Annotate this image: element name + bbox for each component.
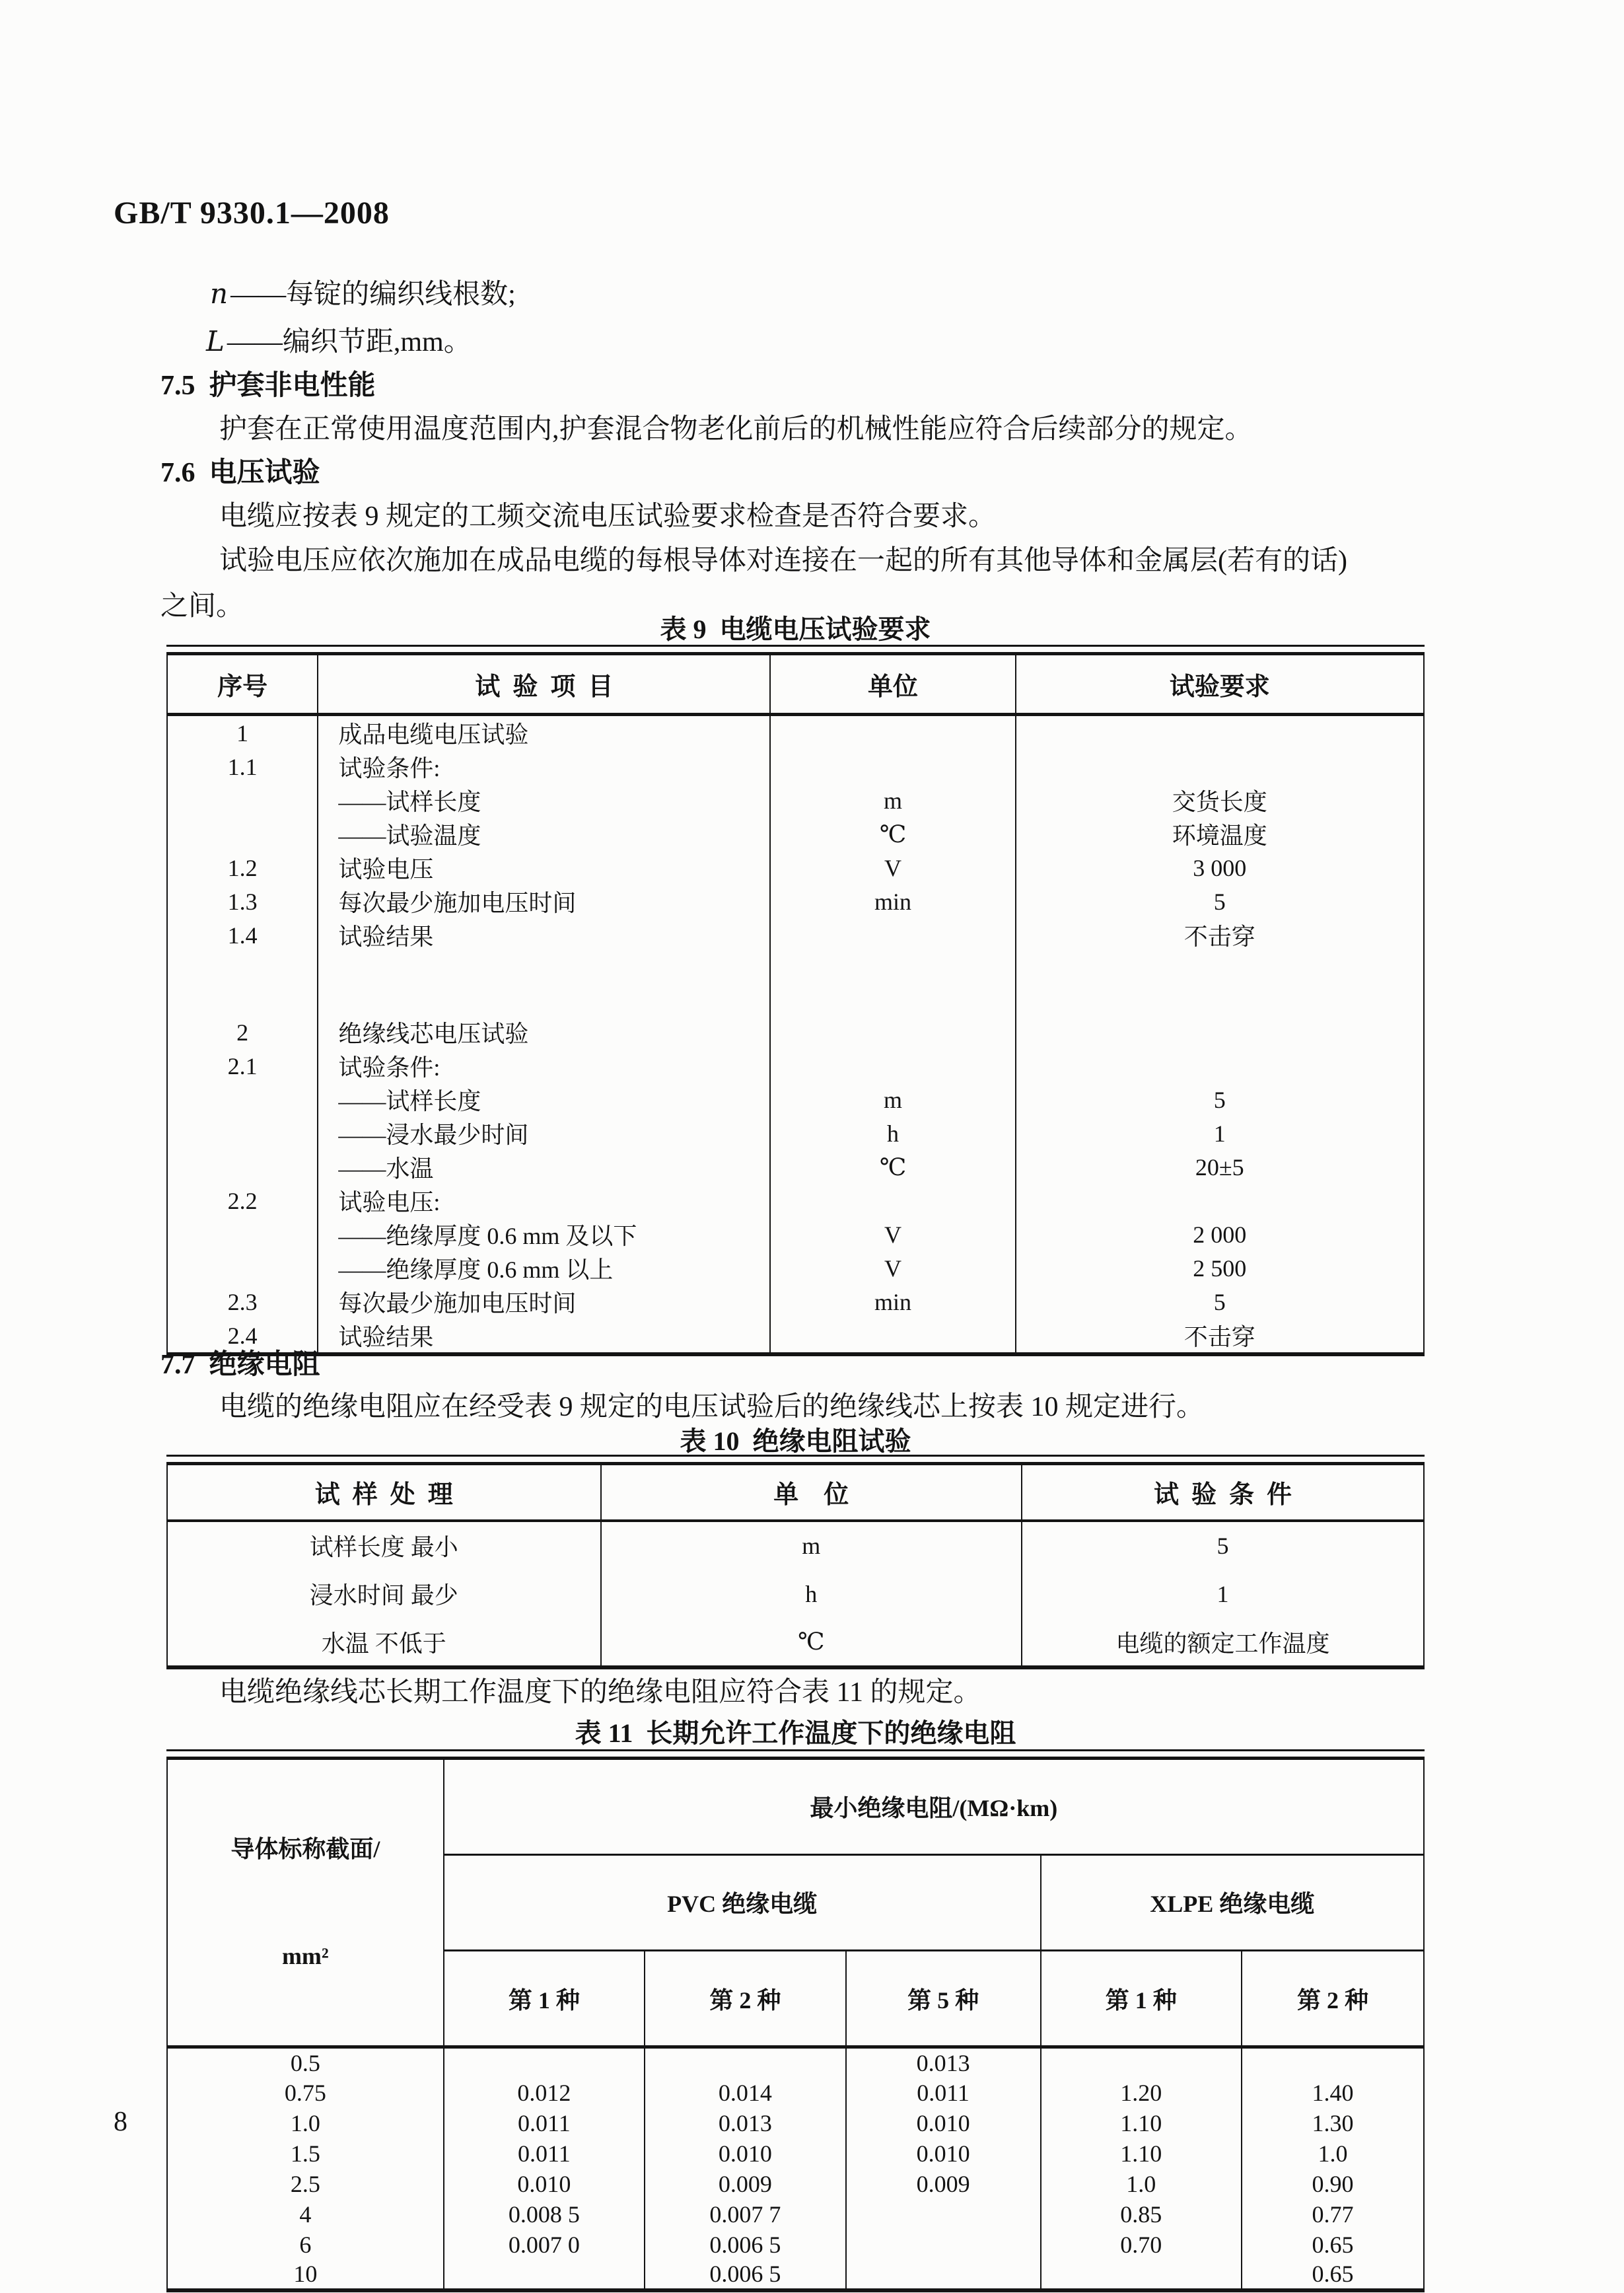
- table10-head: [167, 1464, 1424, 1521]
- cell-value: 0.014: [645, 2078, 845, 2108]
- cell-item: ——试样长度: [318, 783, 770, 817]
- cell-value: 1.10: [1041, 2138, 1242, 2169]
- cell-item: 每次最少施加电压时间: [318, 885, 770, 918]
- table9-col-unit: 单位: [770, 654, 1015, 715]
- cell-unit: [770, 715, 1015, 750]
- cell-seq: 2.3: [227, 1288, 258, 1315]
- cell-unit: ℃: [770, 1150, 1015, 1184]
- cell-item: 试验电压:: [318, 1184, 770, 1218]
- cell-req: 5: [1016, 885, 1424, 918]
- cell-condition: 1: [1022, 1570, 1424, 1619]
- table10-header-row: [167, 1464, 1424, 1521]
- definition-n: [210, 272, 516, 312]
- cell-size: 4: [299, 2201, 312, 2228]
- cell-seq: [167, 1218, 318, 1251]
- cell-seq: 1.4: [227, 922, 258, 949]
- definition-L-text: ——编织节距,mm。: [227, 327, 472, 357]
- cell-req: [1016, 750, 1424, 783]
- cell-req: 20±5: [1016, 1150, 1424, 1184]
- cell-value: 1.20: [1041, 2078, 1242, 2108]
- cell-unit: [770, 918, 1015, 952]
- cell-item: 绝缘线芯电压试验: [318, 1015, 770, 1049]
- cell-seq: 1.1: [227, 753, 258, 780]
- cell-value: [645, 2047, 845, 2078]
- definition-n-symbol: n: [210, 277, 229, 310]
- cell-unit: min: [770, 1285, 1015, 1319]
- table-row: [167, 1251, 1424, 1285]
- cell-unit: [770, 1049, 1015, 1083]
- table-row: [167, 1319, 1424, 1354]
- cell-treatment: 试样长度 最小: [309, 1534, 458, 1560]
- cell-size: 6: [299, 2231, 312, 2258]
- cell-value: 0.008 5: [444, 2199, 645, 2230]
- table-row: [167, 1619, 1424, 1667]
- table-row: [167, 2108, 1424, 2138]
- cell-value: 0.90: [1242, 2169, 1424, 2199]
- table-row: [167, 783, 1424, 817]
- cell-value: 0.013: [645, 2108, 845, 2138]
- table-row: [167, 817, 1424, 851]
- cell-seq: [167, 1150, 318, 1184]
- cell-value: 0.011: [846, 2078, 1041, 2108]
- cell-unit: V: [770, 1218, 1015, 1251]
- cell-value: 0.011: [444, 2138, 645, 2169]
- cell-unit: m: [770, 1083, 1015, 1116]
- cell-item: 试验电压: [318, 851, 770, 885]
- cell-seq: [167, 1116, 318, 1150]
- cell-value: 0.007 7: [645, 2199, 845, 2230]
- cell-seq: 2: [236, 1019, 249, 1046]
- table11-group-pvc: PVC 绝缘电缆: [444, 1854, 1041, 1951]
- cell-value: [444, 2047, 645, 2078]
- cell-unit: min: [770, 885, 1015, 918]
- cell-value: 0.011: [444, 2108, 645, 2138]
- cell-req: 环境温度: [1016, 817, 1424, 851]
- table-row: [167, 1218, 1424, 1251]
- section-7-7-paragraph-2: 电缆绝缘线芯长期工作温度下的绝缘电阻应符合表 11 的规定。: [219, 1677, 981, 1708]
- table9-body: [167, 715, 1424, 1355]
- cell-value: 0.010: [444, 2169, 645, 2199]
- cell-value: 0.013: [846, 2047, 1041, 2078]
- table11-col-cross-section: [167, 1759, 444, 2047]
- table11-body: [167, 2047, 1424, 2290]
- table9-col-req: 试验要求: [1016, 654, 1424, 715]
- definition-n-text: ——每锭的编织线根数;: [230, 279, 516, 310]
- cell-value: 1.40: [1242, 2078, 1424, 2108]
- cell-value: 0.009: [645, 2169, 845, 2199]
- table-row: [167, 2199, 1424, 2230]
- cell-value: 0.010: [846, 2108, 1041, 2138]
- definition-L: [206, 320, 472, 359]
- cell-value: 1.0: [1041, 2169, 1242, 2199]
- table-row: [167, 2169, 1424, 2199]
- cell-value: 0.010: [846, 2138, 1041, 2169]
- cell-req: [1016, 1015, 1424, 1049]
- table-row: [167, 1184, 1424, 1218]
- table-row: [167, 2260, 1424, 2290]
- table11-subcol-xlpe-type1: 第 1 种: [1041, 1951, 1242, 2047]
- table-row: [167, 1015, 1424, 1049]
- cell-item: 成品电缆电压试验: [318, 715, 770, 750]
- table10-col-condition: 试 验 条 件: [1022, 1464, 1424, 1521]
- cell-value: [1242, 2047, 1424, 2078]
- table11-subcol-pvc-type1: 第 1 种: [444, 1951, 645, 2047]
- section-7-5-paragraph: 护套在正常使用温度范围内,护套混合物老化前后的机械性能应符合后续部分的规定。: [219, 414, 1253, 445]
- cell-value: [1041, 2047, 1242, 2078]
- cell-seq: 2.2: [227, 1187, 258, 1214]
- table11-head: [167, 1759, 1424, 2047]
- cell-unit: h: [770, 1116, 1015, 1150]
- cell-value: 0.70: [1041, 2230, 1242, 2260]
- table-row: [167, 1116, 1424, 1150]
- table10-col-treatment: 试 样 处 理: [167, 1464, 601, 1521]
- table10-title: 表 10 绝缘电阻试验: [680, 1426, 911, 1456]
- table-row: [167, 1570, 1424, 1619]
- cell-unit: ℃: [770, 817, 1015, 851]
- cell-seq: 1: [236, 719, 249, 746]
- page-number: 8: [114, 2107, 127, 2137]
- cell-value: 0.009: [846, 2169, 1041, 2199]
- cell-seq: [167, 1251, 318, 1285]
- table10-body: [167, 1521, 1424, 1667]
- cell-seq: 1.3: [227, 888, 258, 915]
- section-7-7-heading: 7.7 绝缘电阻: [160, 1350, 320, 1380]
- section-7-5-heading: 7.5 护套非电性能: [160, 371, 376, 401]
- cell-size: 0.5: [290, 2049, 320, 2076]
- table-row: [167, 1521, 1424, 1570]
- table-row: [167, 885, 1424, 918]
- cell-unit: [770, 1184, 1015, 1218]
- table9-header-row: [167, 654, 1424, 715]
- cell-req: 不击穿: [1016, 1319, 1424, 1354]
- table11-header-row-1: [167, 1759, 1424, 1855]
- cell-condition: 电缆的额定工作温度: [1022, 1619, 1424, 1667]
- cell-item: ——绝缘厚度 0.6 mm 及以下: [318, 1218, 770, 1251]
- table-row: [167, 1285, 1424, 1319]
- cell-unit: [770, 750, 1015, 783]
- cell-unit: m: [601, 1521, 1022, 1570]
- cell-item: ——试样长度: [318, 1083, 770, 1116]
- table-row: [167, 2047, 1424, 2078]
- cell-req: 交货长度: [1016, 783, 1424, 817]
- cell-item: 试验结果: [318, 918, 770, 952]
- cell-item: 试验条件:: [318, 750, 770, 783]
- section-7-6-heading: 7.6 电压试验: [160, 458, 320, 488]
- table-row: [167, 1150, 1424, 1184]
- definition-L-symbol: L: [206, 325, 225, 357]
- cell-unit: ℃: [601, 1619, 1022, 1667]
- cell-size: 2.5: [290, 2170, 320, 2197]
- cell-value: 1.30: [1242, 2108, 1424, 2138]
- cell-value: [846, 2260, 1041, 2290]
- cell-size: 1.0: [290, 2109, 320, 2136]
- cell-unit: m: [770, 783, 1015, 817]
- section-7-6-paragraph-2: 试验电压应依次施加在成品电缆的每根导体对连接在一起的所有其他导体和金属层(若有的话): [219, 546, 1347, 576]
- cell-size: 1.5: [290, 2140, 320, 2167]
- cell-treatment: 浸水时间 最少: [309, 1582, 458, 1609]
- table11-subcol-xlpe-type2: 第 2 种: [1242, 1951, 1424, 2047]
- table11-wrapper: [166, 1749, 1425, 2292]
- cell-unit: [770, 1015, 1015, 1049]
- cell-value: 0.85: [1041, 2199, 1242, 2230]
- cell-req: 5: [1016, 1083, 1424, 1116]
- cell-req: [1016, 1049, 1424, 1083]
- table10: [166, 1462, 1425, 1669]
- cell-empty: [318, 952, 770, 1015]
- table9-wrapper: [166, 645, 1425, 1356]
- cell-value: 0.007 0: [444, 2230, 645, 2260]
- cell-empty: [167, 952, 318, 1015]
- cell-item: ——浸水最少时间: [318, 1116, 770, 1150]
- cell-condition: 5: [1022, 1521, 1424, 1570]
- table9-col-seq: 序号: [167, 654, 318, 715]
- cell-item: ——试验温度: [318, 817, 770, 851]
- table-row: [167, 1049, 1424, 1083]
- section-7-6-paragraph-1: 电缆应按表 9 规定的工频交流电压试验要求检查是否符合要求。: [219, 501, 997, 532]
- cell-item: 试验结果: [318, 1319, 770, 1354]
- cell-req: 5: [1016, 1285, 1424, 1319]
- cell-req: [1016, 1184, 1424, 1218]
- cell-item: 试验条件:: [318, 1049, 770, 1083]
- cell-value: 0.010: [645, 2138, 845, 2169]
- table-row: [167, 715, 1424, 750]
- cell-item: 每次最少施加电压时间: [318, 1285, 770, 1319]
- cell-req: 3 000: [1016, 851, 1424, 885]
- table9: [166, 652, 1425, 1356]
- table11: [166, 1757, 1425, 2292]
- standard-code: GB/T 9330.1—2008: [114, 196, 390, 231]
- cell-item: ——水温: [318, 1150, 770, 1184]
- table9-title: 表 9 电缆电压试验要求: [660, 614, 931, 644]
- cell-unit: h: [601, 1570, 1022, 1619]
- table9-col-item: 试 验 项 目: [318, 654, 770, 715]
- cell-value: 0.77: [1242, 2199, 1424, 2230]
- cell-value: 0.012: [444, 2078, 645, 2108]
- cell-seq: [167, 1083, 318, 1116]
- cell-empty: [770, 952, 1015, 1015]
- table9-head: [167, 654, 1424, 715]
- table-row: [167, 2230, 1424, 2260]
- cell-value: 0.006 5: [645, 2230, 845, 2260]
- cell-value: 1.0: [1242, 2138, 1424, 2169]
- cell-req: 2 500: [1016, 1251, 1424, 1285]
- cell-req: [1016, 715, 1424, 750]
- table10-col-unit: 单 位: [601, 1464, 1022, 1521]
- cell-value: 0.006 5: [645, 2260, 845, 2290]
- cell-size: 0.75: [284, 2079, 326, 2106]
- table-row: [167, 2138, 1424, 2169]
- cell-size: 10: [293, 2261, 318, 2287]
- section-7-6-paragraph-2-cont: 之间。: [160, 591, 244, 622]
- cell-unit: V: [770, 1251, 1015, 1285]
- cell-req: 1: [1016, 1116, 1424, 1150]
- table-row: [167, 2078, 1424, 2108]
- cell-req: 不击穿: [1016, 918, 1424, 952]
- cell-empty: [1016, 952, 1424, 1015]
- cell-seq: 2.1: [227, 1052, 258, 1079]
- cell-seq: [167, 817, 318, 851]
- table11-subcol-pvc-type5: 第 5 种: [846, 1951, 1041, 2047]
- table-row-spacer: [167, 952, 1424, 1015]
- table-row: [167, 750, 1424, 783]
- cell-unit: V: [770, 851, 1015, 885]
- cell-seq: [167, 783, 318, 817]
- table-row: [167, 918, 1424, 952]
- cross-section-label: 导体标称截面/: [230, 1836, 380, 1862]
- table11-group-xlpe: XLPE 绝缘电缆: [1041, 1854, 1424, 1951]
- cell-item: ——绝缘厚度 0.6 mm 以上: [318, 1251, 770, 1285]
- table11-title: 表 11 长期允许工作温度下的绝缘电阻: [575, 1718, 1016, 1748]
- cell-value: 0.65: [1242, 2260, 1424, 2290]
- cell-value: [846, 2230, 1041, 2260]
- cell-unit: [770, 1319, 1015, 1354]
- table-row: [167, 851, 1424, 885]
- table10-wrapper: [166, 1455, 1425, 1669]
- section-7-7-paragraph-1: 电缆的绝缘电阻应在经受表 9 规定的电压试验后的绝缘线芯上按表 10 规定进行。: [219, 1392, 1205, 1422]
- cell-value: [444, 2260, 645, 2290]
- cell-treatment: 水温 不低于: [321, 1630, 446, 1657]
- cell-req: 2 000: [1016, 1218, 1424, 1251]
- table11-min-resistance-header: 最小绝缘电阻/(MΩ·km): [444, 1759, 1424, 1855]
- cell-value: [846, 2199, 1041, 2230]
- table11-subcol-pvc-type2: 第 2 种: [645, 1951, 845, 2047]
- cross-section-unit: mm²: [281, 1943, 329, 1969]
- cell-value: 1.10: [1041, 2108, 1242, 2138]
- cell-seq: 2.4: [227, 1322, 258, 1349]
- table-row: [167, 1083, 1424, 1116]
- cell-seq: 1.2: [227, 854, 258, 881]
- cell-value: [1041, 2260, 1242, 2290]
- cell-value: 0.65: [1242, 2230, 1424, 2260]
